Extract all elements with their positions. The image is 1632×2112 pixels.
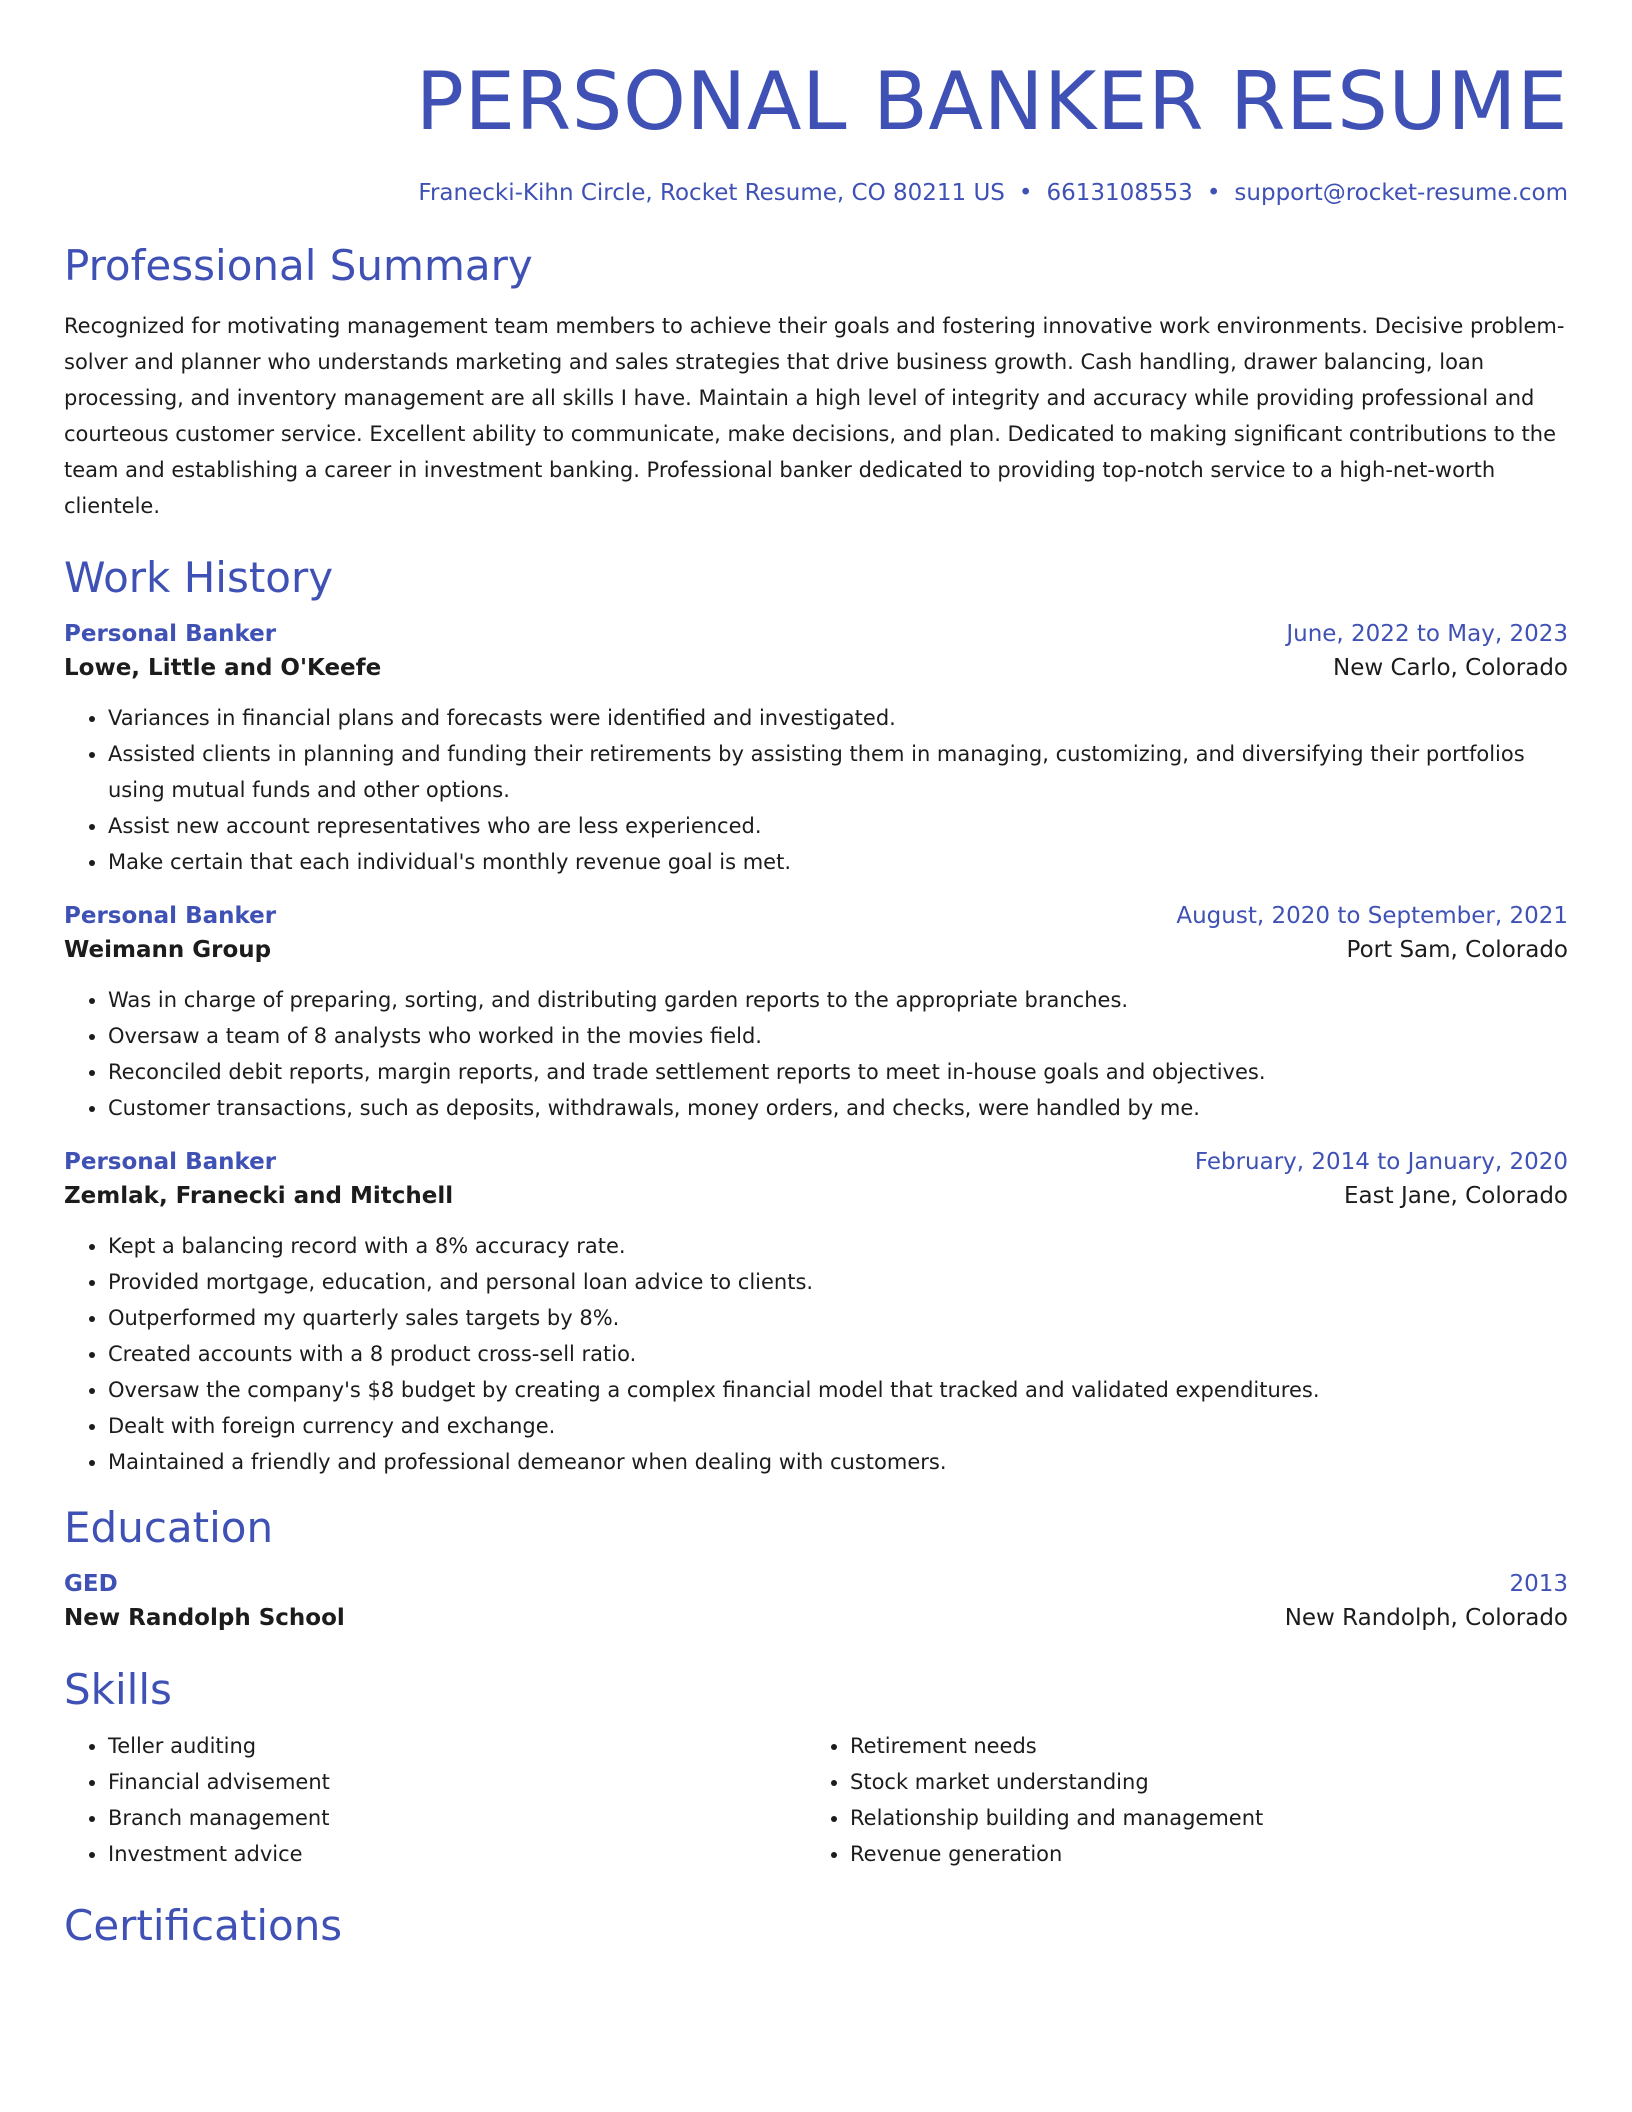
education-school: New Randolph School <box>64 1605 345 1631</box>
skills-grid <box>64 1728 1568 1872</box>
education-degree: GED <box>64 1571 118 1597</box>
job-bullet: • Reconciled debit reports, margin reports, and trade settlement reports to meet in-house goals and objectives. <box>108 1054 1568 1090</box>
skill-item: • Stock market understanding <box>850 1764 1548 1800</box>
job-dates: August, 2020 to September, 2021 <box>1176 903 1568 929</box>
skills-list <box>64 1728 806 1872</box>
job-bullet: • Assisted clients in planning and funding their retirements by assisting them in managing, customizing, and diversifying their portfolios using mutual funds and other options. <box>108 736 1568 808</box>
summary-heading: Professional Summary <box>64 241 533 290</box>
job-bullet: • Make certain that each individual's monthly revenue goal is met. <box>108 844 1568 880</box>
job-bullet: • Was in charge of preparing, sorting, and distributing garden reports to the appropriate branches. <box>108 982 1568 1018</box>
skill-item: • Retirement needs <box>850 1728 1548 1764</box>
job-dates: June, 2022 to May, 2023 <box>1286 621 1568 647</box>
work-history-heading: Work History <box>64 553 334 602</box>
job-location: New Carlo, Colorado <box>1333 655 1568 681</box>
job-bullet: • Created accounts with a 8 product cross-sell ratio. <box>108 1336 1568 1372</box>
job-title: Personal Banker <box>64 1149 277 1175</box>
certifications-heading: Certifications <box>64 1901 343 1950</box>
job-subheader <box>64 650 1568 686</box>
education-year: 2013 <box>1509 1571 1568 1597</box>
skill-item: • Investment advice <box>108 1836 806 1872</box>
job-bullets <box>64 982 1568 1126</box>
skills-list <box>806 1728 1548 1872</box>
job-employer: Weimann Group <box>64 937 272 963</box>
skills-column-left <box>64 1728 806 1872</box>
job-bullet: • Oversaw the company's $8 budget by creating a complex financial model that tracked and validated expenditures. <box>108 1372 1568 1408</box>
job-entry <box>64 1146 1568 1480</box>
skill-item: • Teller auditing <box>108 1728 806 1764</box>
job-title: Personal Banker <box>64 903 277 929</box>
education-header <box>64 1568 1568 1600</box>
job-location: East Jane, Colorado <box>1344 1183 1568 1209</box>
contact-address: Franecki-Kihn Circle, Rocket Resume, CO 80211 US <box>418 180 1005 206</box>
job-bullet: • Variances in financial plans and forecasts were identified and investigated. <box>108 700 1568 736</box>
job-title: Personal Banker <box>64 621 277 647</box>
job-header <box>64 1146 1568 1178</box>
job-subheader <box>64 1178 1568 1214</box>
job-entry <box>64 618 1568 880</box>
job-bullets <box>64 1228 1568 1480</box>
job-dates: February, 2014 to January, 2020 <box>1194 1149 1568 1175</box>
job-bullet: • Kept a balancing record with a 8% accuracy rate. <box>108 1228 1568 1264</box>
job-bullet: • Maintained a friendly and professional demeanor when dealing with customers. <box>108 1444 1568 1480</box>
skill-item: • Relationship building and management <box>850 1800 1548 1836</box>
summary-text: Recognized for motivating management team members to achieve their goals and fostering innovative work environments. Decisive problem-solver and planner who understands marketing and sales strategies that drive business growth. Cash handling, drawer balancing, loan processing, and inventory management are all skills I have. Maintain a high level of integrity and accuracy while providing professional and courteous customer service. Excellent ability to communicate, make decisions, and plan. Dedicated to making significant contributions to the team and establishing a career in investment banking. Professional banker dedicated to providing top-notch service to a high-net-worth clientele. <box>64 314 1565 518</box>
skill-item: • Revenue generation <box>850 1836 1548 1872</box>
job-bullet: • Oversaw a team of 8 analysts who worked in the movies field. <box>108 1018 1568 1054</box>
job-bullet: • Dealt with foreign currency and exchange. <box>108 1408 1568 1444</box>
skills-column-right <box>806 1728 1548 1872</box>
job-location: Port Sam, Colorado <box>1346 937 1568 963</box>
contact-phone: 6613108553 <box>1046 180 1193 206</box>
education-heading: Education <box>64 1503 274 1552</box>
contact-email[interactable]: support@rocket-resume.com <box>1234 180 1568 206</box>
job-bullet: • Outperformed my quarterly sales targets by 8%. <box>108 1300 1568 1336</box>
contact-line <box>64 178 1568 208</box>
contact-separator: • <box>1018 180 1033 206</box>
skill-item: • Branch management <box>108 1800 806 1836</box>
contact-separator: • <box>1206 180 1221 206</box>
job-header <box>64 900 1568 932</box>
job-entry <box>64 900 1568 1126</box>
job-bullet: • Assist new account representatives who are less experienced. <box>108 808 1568 844</box>
job-employer: Zemlak, Franecki and Mitchell <box>64 1183 454 1209</box>
education-location: New Randolph, Colorado <box>1284 1605 1568 1631</box>
education-entry <box>64 1568 1568 1636</box>
job-subheader <box>64 932 1568 968</box>
job-bullet: • Customer transactions, such as deposits, withdrawals, money orders, and checks, were handled by me. <box>108 1090 1568 1126</box>
job-employer: Lowe, Little and O'Keefe <box>64 655 382 681</box>
job-bullet: • Provided mortgage, education, and personal loan advice to clients. <box>108 1264 1568 1300</box>
job-header <box>64 618 1568 650</box>
skills-heading: Skills <box>64 1665 172 1714</box>
job-bullets <box>64 700 1568 880</box>
resume-title: PERSONAL BANKER RESUME <box>415 55 1568 148</box>
education-subheader <box>64 1600 1568 1636</box>
skill-item: • Financial advisement <box>108 1764 806 1800</box>
